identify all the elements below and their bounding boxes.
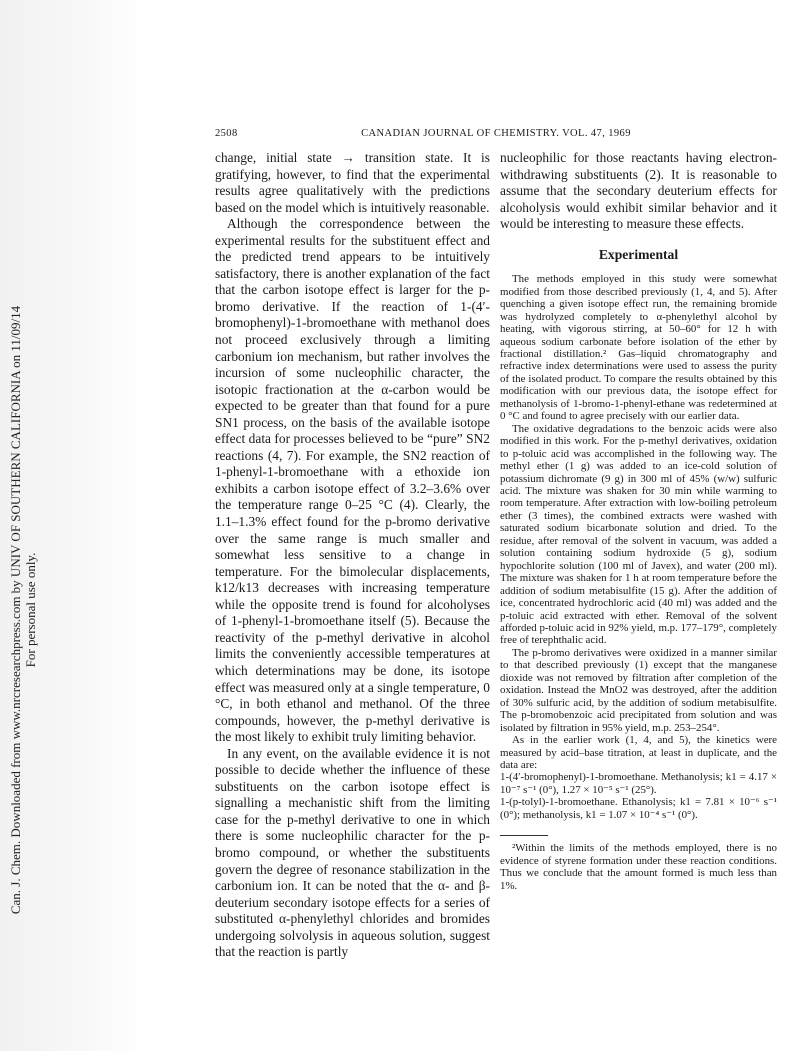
paragraph: The p-bromo derivatives were oxidized in a manner similar to that described previously (1) except that the manganese dioxide was not removed by filtration after completion of the oxidation. Instead the MnO2 was destroyed, after the addition of 30% sulfuric acid, by the addition of sodium metabisulfite. The p-bromobenzoic acid precipitated from solution and was isolated by filtration in 95% yield, m.p. 253–254°. [500, 646, 777, 734]
right-column [500, 150, 777, 892]
footnote: ²Within the limits of the methods employed, there is no evidence of styrene formation under these reaction conditions. Thus we conclude that the amount formed is much less than 1%. [500, 842, 777, 892]
footnote-rule [500, 835, 548, 836]
paragraph: As in the earlier work (1, 4, and 5), the kinetics were measured by acid–base titration, at least in duplicate, and the data are: [500, 734, 777, 771]
section-heading: Experimental [598, 246, 679, 262]
download-stamp-line1: Can. J. Chem. Downloaded from www.nrcresearchpress.com by UNIV OF SOUTHERN CALIFORNIA on 11/09/14 [8, 305, 23, 915]
paragraph: change, initial state → transition state. It is gratifying, however, to find that the experimental results agree qualitatively with the predictions based on the model which is intuitively reasonable. [215, 150, 490, 215]
paragraph: The methods employed in this study were somewhat modified from those described previously (1, 4, and 5). After quenching a given isotope effect run, the remaining bromide was hydrolyzed completely to α-phenylethyl alcohol by heating, with vigorous stirring, at 50–60° for 12 h with aqueous sodium carbonate before isolation of the ether by fractional distillation.² Gas–liquid chromatography and refractive index determinations were used to assess the purity of the isolated product. To compare the results obtained by this modification with our previous data, the isotope effect for methanolysis of 1-bromo-1-phenyl-ethane was redetermined at 0 °C and found to agree precisely with our earlier data. [500, 273, 777, 423]
kinetics-data: 1-(4′-bromophenyl)-1-bromoethane. Methanolysis; k1 = 4.17 × 10⁻⁷ s⁻¹ (0°), 1.27 × 10⁻⁵ s⁻¹ (25°). [500, 771, 777, 796]
journal-title: CANADIAN JOURNAL OF CHEMISTRY. VOL. 47, 1969 [361, 128, 631, 139]
download-stamp-line2: For personal use only. [23, 552, 38, 668]
left-column [215, 150, 490, 961]
paragraph: Although the correspondence between the experimental results for the substituent effect and the predicted trend appears to be intuitively satisfactory, there is another explanation of the fact that the carbon isotope effect is larger for the p-bromo derivative. If the reaction of 1-(4′-bromophenyl)-1-bromoethane with methanol does not proceed exclusively through a limiting carbonium ion mechanism, but rather involves the incursion of some nucleophilic character, the isotopic fractionation at the α-carbon would be expected to be greater than that found for a pure SN1 process, on the basis of the available isotope effect data for processes believed to be “pure” SN2 reactions (4, 7). For example, the SN2 reaction of 1-phenyl-1-bromoethane with a ethoxide ion exhibits a carbon isotope effect of 3.2–3.6% over the temperature range 0–25 °C (4). Clearly, the 1.1–1.3% effect found for the p-bromo derivative over the same range is much smaller and somewhat less sensitive to a change in temperature. For the bimolecular displacements, k12/k13 decreases with increasing temperature while the opposite trend is found for alcoholyses of 1-phenyl-1-bromoethane itself (5). Because the reactivity of the p-methyl derivative in alcohol limits the conveniently accessible temperatures at which determinations may be done, its isotope effect was measured only at a single temperature, 0 °C, in both ethanol and methanol. Of the three compounds, however, the p-methyl derivative is the most likely to exhibit truly limiting behavior. [215, 216, 490, 745]
download-stamp [8, 220, 38, 1000]
paragraph: The oxidative degradations to the benzoic acids were also modified in this work. For the p-methyl derivatives, oxidation to p-toluic acid was accomplished in the following way. The methyl ether (1 g) was added to an ice-cold solution of potassium dichromate (9 g) in 300 ml of 45% (w/w) sulfuric acid. The mixture was shaken for 30 min while warming to room temperature. After extraction with low-boiling petroleum ether (3 times), the combined extracts were washed with saturated sodium bicarbonate solution and dried. To the residue, after removal of the solvent in vacuum, was added a solution containing sodium hydroxide (5 g), sodium hypochlorite solution (100 ml of Javex), and water (200 ml). The mixture was shaken for 1 h at room temperature before the addition of sodium metabisulfite (15 g). After the addition of ice, concentrated hydrochloric acid (40 ml) was added and the p-toluic acid extracted with ether. Removal of the solvent afforded p-toluic acid in 92% yield, m.p. 177–179°, completely free of terephthalic acid. [500, 422, 777, 647]
paragraph: nucleophilic for those reactants having electron-withdrawing substituents (2). It is reasonable to assume that the secondary deuterium effects for alcoholysis would exhibit similar behavior and it would be interesting to measure these effects. [500, 150, 777, 232]
kinetics-data: 1-(p-tolyl)-1-bromoethane. Ethanolysis; k1 = 7.81 × 10⁻⁶ s⁻¹ (0°); methanolysis, k1 = 1.07 × 10⁻⁴ s⁻¹ (0°). [500, 796, 777, 821]
paragraph: In any event, on the available evidence it is not possible to decide whether the influence of these substituents on the carbon isotope effect is signalling a mechanistic shift from the limiting case for the p-methyl derivative to one in which there is some nucleophilic character for the p-bromo compound, or whether the substituents govern the degree of resonance stabilization in the carbonium ion. It can be noted that the α- and β-deuterium secondary isotope effects for a series of substituted α-phenylethyl chlorides and bromides undergoing solvolysis in aqueous solution, suggest that the reaction is partly [215, 745, 490, 960]
page-number: 2508 [215, 128, 238, 139]
